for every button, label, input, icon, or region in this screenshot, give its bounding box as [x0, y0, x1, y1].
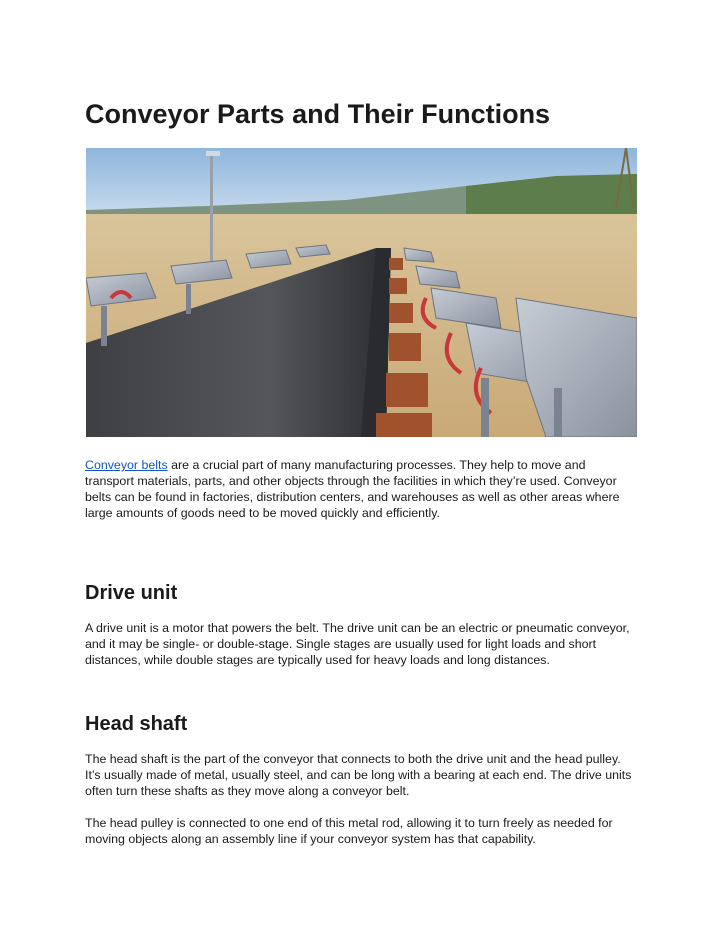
conveyor-belt-illustration [86, 148, 637, 437]
intro-text: are a crucial part of many manufacturing processes. They help to move and transport materials, parts, and other objects through the facilities in which they’re used. Conveyor belts can be found in factories, distribution centers, and warehouses as well as other areas where large amounts of goods need to be moved quickly and efficiently. [85, 458, 620, 520]
section-heading-drive-unit: Drive unit [85, 582, 178, 604]
head-shaft-paragraph-1: The head shaft is the part of the conveyor that connects to both the drive unit and the head pulley. It’s usually made of metal, usually steel, and can be long with a bearing at each end. The drive units often turn these shafts as they move along a conveyor belt. [85, 752, 632, 798]
drive-unit-paragraph: A drive unit is a motor that powers the belt. The drive unit can be an electric or pneumatic conveyor, and it may be single- or double-stage. Single stages are usually used for light loads and short distances, while double stages are typically used for heavy loads and long distances. [85, 621, 630, 667]
section-heading-head-shaft: Head shaft [85, 713, 188, 735]
conveyor-belts-link[interactable]: Conveyor belts [85, 458, 168, 472]
intro-paragraph [85, 457, 637, 521]
conveyor-belt-photo [86, 148, 637, 437]
page-title: Conveyor Parts and Their Functions [85, 99, 551, 129]
head-shaft-paragraph-2: The head pulley is connected to one end of this metal rod, allowing it to turn freely as needed for moving objects along an assembly line if your conveyor system has that capability. [85, 816, 613, 846]
